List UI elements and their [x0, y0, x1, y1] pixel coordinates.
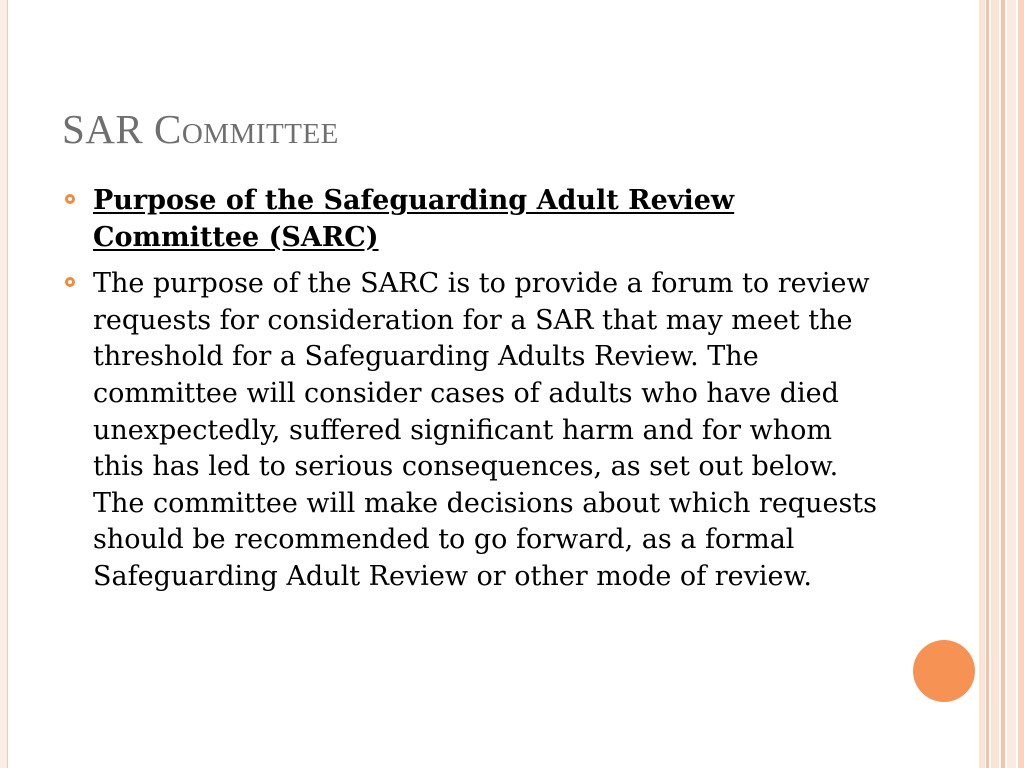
right-stripes-decoration — [979, 0, 1024, 768]
bullet-body: The purpose of the SARC is to provide a forum to review requests for consideration for a SAR that may meet the threshold for a Safeguarding Adults Review. The committee will consider cases of adults who have died unexpectedly, suffered significant harm and for whom this has led to serious consequences, as set out below. The committee will make decisions about which requests should be recommended to go forward, as a formal Safeguarding Adult Review or other mode of review. — [93, 268, 878, 592]
orange-circle-decoration — [913, 640, 975, 702]
left-border-decoration — [0, 0, 8, 768]
bullet-ring-icon — [65, 277, 75, 287]
bullet-item — [58, 266, 878, 595]
bullet-item — [58, 183, 878, 256]
slide-title: SAR Committee — [62, 106, 339, 152]
bullet-heading: Purpose of the Safeguarding Adult Review Committee (SARC) — [93, 185, 735, 253]
slide-content — [58, 183, 878, 606]
bullet-ring-icon — [65, 194, 75, 204]
